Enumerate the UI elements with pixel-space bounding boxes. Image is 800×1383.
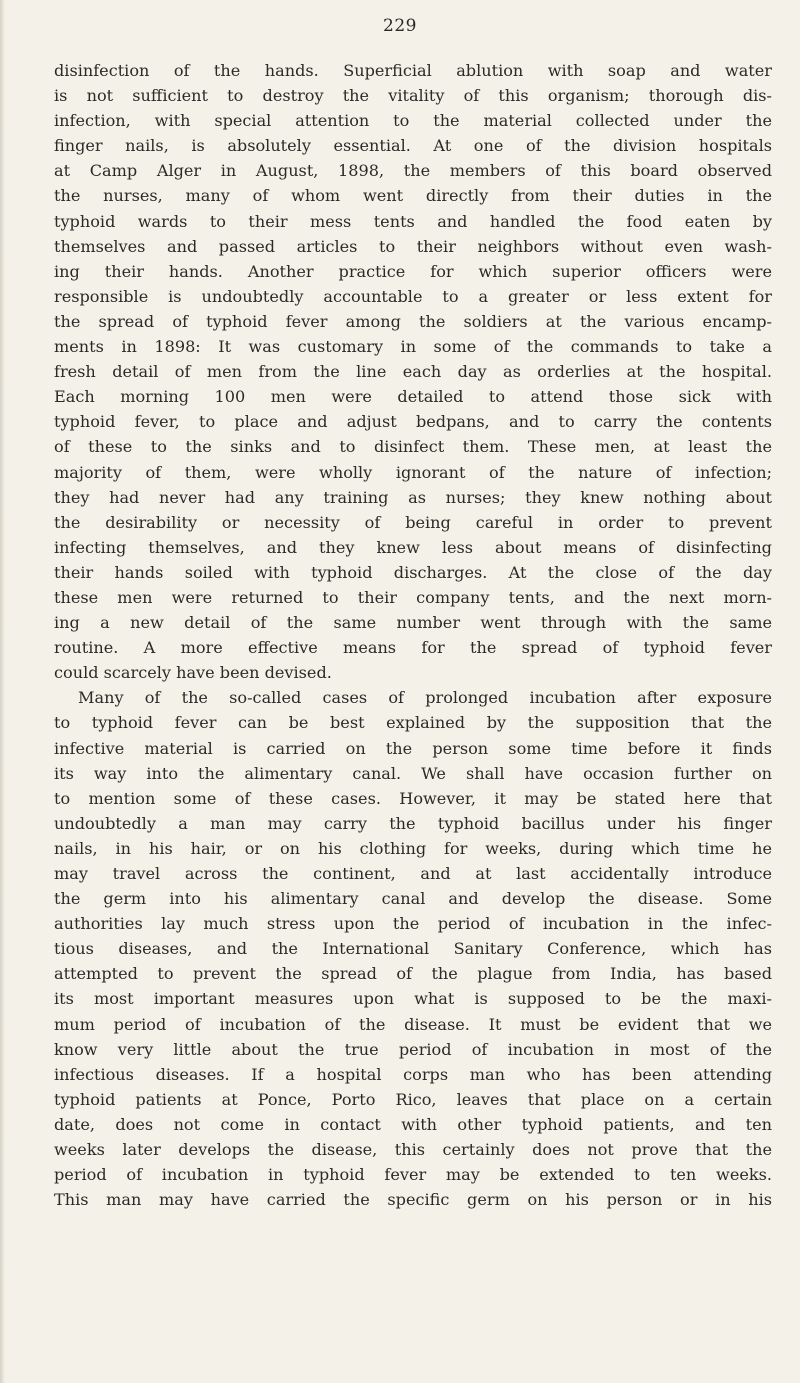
text-line: infective material is carried on the person some time before it finds [54,738,772,758]
text-line: mum period of incubation of the disease. It must be evident that we [54,1014,772,1034]
text-line: the germ into his alimentary canal and develop the disease. Some [54,889,772,909]
text-line: routine. A more effective means for the spread of typhoid fever [54,638,772,658]
text-line: majority of them, were wholly ignorant of the nature of infection; [54,462,772,482]
page-number: 229 [383,16,417,36]
text-line: finger nails, is absolutely essential. At one of the division hospitals [54,136,772,156]
text-line: is not sufficient to destroy the vitality of this organism; thorough dis- [54,86,772,106]
text-line: typhoid fever, to place and adjust bedpans, and to carry the contents [54,412,772,432]
text-line: ments in 1898: It was customary in some of the commands to take a [54,337,772,357]
text-line: authorities lay much stress upon the period of incubation in the infec- [54,914,772,934]
text-line: ing their hands. Another practice for which superior officers were [54,261,772,281]
text-line: weeks later develops the disease, this certainly does not prove that the [54,1140,772,1160]
text-line: date, does not come in contact with other typhoid patients, and ten [54,1114,772,1134]
text-line: infectious diseases. If a hospital corps man who has been attending [54,1064,772,1084]
text-line: the spread of typhoid fever among the soldiers at the various encamp- [54,311,772,331]
text-line: may travel across the continent, and at last accidentally introduce [54,864,772,883]
text-line: these men were returned to their company tents, and the next morn- [54,587,772,607]
text-line: tious diseases, and the International Sanitary Conference, which has [54,939,772,959]
text-line: know very little about the true period of incubation in most of the [54,1039,772,1059]
text-line: they had never had any training as nurses; they knew nothing about [54,487,772,507]
text-line: fresh detail of men from the line each day as orderlies at the hospital. [54,362,772,382]
text-line: ing a new detail of the same number went through with the same [54,613,772,633]
text-line: its way into the alimentary canal. We shall have occasion further on [54,763,772,783]
text-line: infection, with special attention to the material collected under the [54,111,772,131]
text-line: nails, in his hair, or on his clothing for weeks, during which time he [54,838,772,858]
text-line: period of incubation in typhoid fever may be extended to ten weeks. [54,1165,772,1185]
text-line: typhoid patients at Ponce, Porto Rico, leaves that place on a certain [54,1089,772,1109]
text-line: their hands soiled with typhoid discharges. At the close of the day [54,562,772,582]
text-line: to typhoid fever can be best explained by the supposition that the [54,713,772,733]
text-line: This man may have carried the specific germ on his person or in his [54,1190,772,1210]
text-line: the desirability or necessity of being careful in order to prevent [54,512,772,532]
text-line: responsible is undoubtedly accountable to a greater or less extent for [54,286,772,306]
text-line: themselves and passed articles to their neighbors without even wash- [54,236,772,256]
text-line: its most important measures upon what is supposed to be the maxi- [54,989,772,1009]
text-line: Many of the so-called cases of prolonged incubation after exposure [78,688,772,708]
page-edge-shadow [0,0,5,1383]
text-line: attempted to prevent the spread of the plague from India, has based [54,964,772,984]
body-text [54,58,772,1212]
text-line: typhoid wards to their mess tents and handled the food eaten by [54,211,772,231]
text-line: infecting themselves, and they knew less about means of disinfecting [54,537,772,557]
text-line: undoubtedly a man may carry the typhoid bacillus under his finger [54,813,772,833]
text-line: Each morning 100 men were detailed to attend those sick with [54,387,772,407]
text-line: at Camp Alger in August, 1898, the members of this board observed [54,161,772,181]
text-line: to mention some of these cases. However, it may be stated here that [54,788,772,808]
text-line: the nurses, many of whom went directly from their duties in the [54,186,772,206]
text-line: of these to the sinks and to disinfect them. These men, at least the [54,437,772,457]
text-line: could scarcely have been devised. [54,663,332,683]
text-line: disinfection of the hands. Superficial ablution with soap and water [54,61,772,80]
